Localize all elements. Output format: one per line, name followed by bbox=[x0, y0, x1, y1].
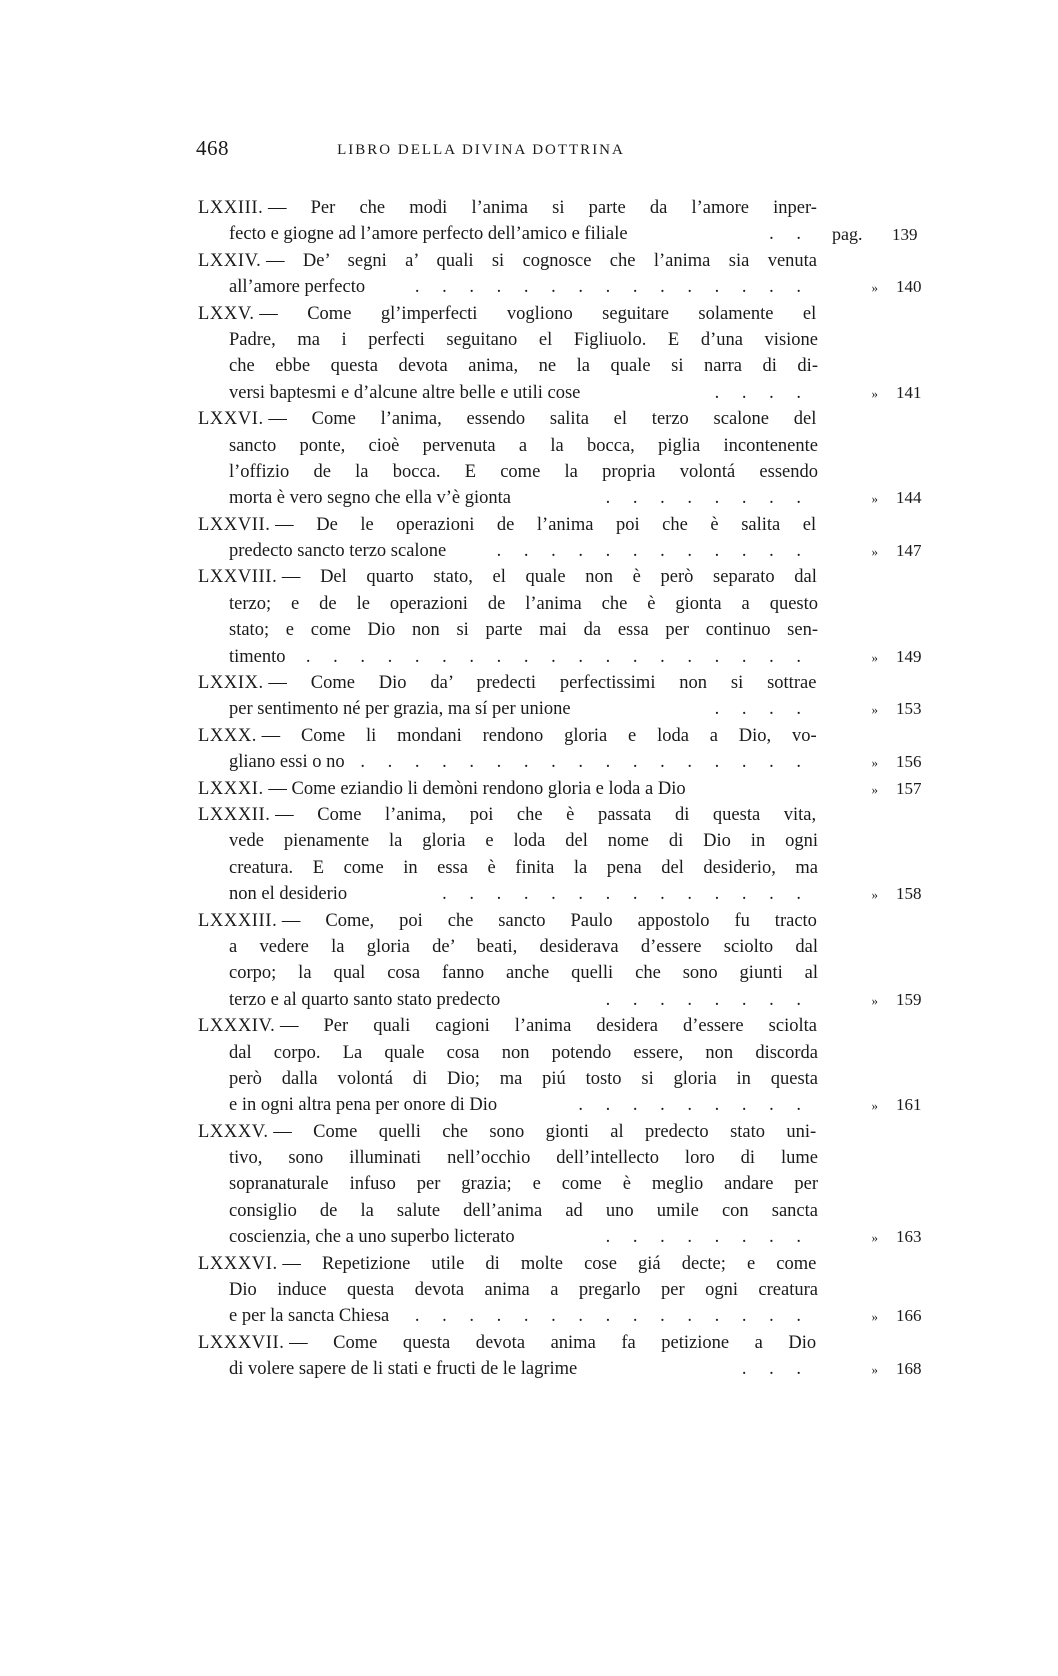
page-mark: pag. bbox=[832, 224, 863, 245]
page-reference bbox=[838, 644, 928, 671]
chapter-title-text: dal corpo. La quale cosa non potendo essere, non discorda bbox=[229, 1042, 818, 1063]
toc-entry bbox=[198, 301, 928, 407]
chapter-title-text: — Come l’anima, poi che è passata di questa vita, bbox=[275, 804, 817, 825]
toc-entry-line bbox=[198, 1277, 928, 1303]
chapter-title-text: — Per che modi l’anima si parte da l’amore inper- bbox=[267, 198, 817, 218]
toc-entry-line bbox=[198, 1251, 928, 1277]
leader-dots: . . . . . . . . . . . . . . . bbox=[414, 1306, 810, 1327]
toc-entry-line bbox=[198, 380, 928, 406]
chapter-title-text: gliano essi o no bbox=[229, 752, 345, 773]
toc-entry-line bbox=[198, 644, 928, 670]
leader-dots: . . . . . . . . . bbox=[578, 1095, 810, 1116]
chapter-numeral: LXXXV. bbox=[198, 1121, 269, 1142]
chapter-numeral: LXXXIII. bbox=[198, 910, 278, 931]
page-reference bbox=[838, 1303, 928, 1330]
toc-entry-line bbox=[198, 248, 928, 274]
chapter-title-text: stato; e come Dio non si parte mai da essa per continuo sen- bbox=[229, 620, 818, 641]
leader-dots: . . . . . . . . bbox=[605, 989, 810, 1010]
page-mark: » bbox=[871, 1362, 878, 1378]
toc-entry-line bbox=[198, 1171, 928, 1197]
leader-dots: . . . . bbox=[714, 699, 810, 720]
chapter-title-text: timento bbox=[229, 646, 286, 667]
chapter-title-text: sopranaturale infuso per grazia; e come è meglio andare per bbox=[229, 1174, 818, 1195]
chapter-title-text: — De le operazioni de l’anima poi che è salita el bbox=[275, 514, 817, 535]
page-mark: » bbox=[871, 1230, 878, 1246]
chapter-numeral: LXXIII. bbox=[198, 198, 264, 218]
chapter-numeral: LXXV. bbox=[198, 303, 255, 324]
toc-entry bbox=[198, 1119, 928, 1251]
chapter-title-text: non el desiderio bbox=[229, 884, 348, 905]
toc-entry-line bbox=[198, 353, 928, 379]
page-reference bbox=[838, 987, 928, 1014]
chapter-title-text: consiglio de la salute dell’anima ad uno umile con sancta bbox=[229, 1200, 818, 1221]
chapter-title-text: per sentimento né per grazia, ma sí per unione bbox=[229, 699, 571, 720]
leader-dots: . . . . bbox=[714, 382, 810, 403]
chapter-title-text: però dalla volontá di Dio; ma piú tosto si gloria in questa bbox=[229, 1068, 818, 1089]
toc-entry-line bbox=[198, 723, 928, 749]
chapter-title-text: a vedere la gloria de’ beati, desiderava d’essere sciolto dal bbox=[229, 936, 818, 957]
page-reference bbox=[838, 274, 928, 301]
toc-entry-line bbox=[198, 538, 928, 564]
toc-entry-line bbox=[198, 881, 928, 907]
toc-entry bbox=[198, 1330, 928, 1383]
page-reference bbox=[838, 1356, 928, 1383]
chapter-title-text: sancto ponte, cioè pervenuta a la bocca, piglia incontenente bbox=[229, 435, 818, 456]
chapter-title-text: tivo, sono illuminati nell’occhio dell’intellecto loro di lume bbox=[229, 1148, 818, 1169]
toc-entry-line bbox=[198, 301, 928, 327]
toc-entry-line bbox=[198, 1356, 928, 1382]
toc-entry-line bbox=[198, 828, 928, 854]
page-reference bbox=[832, 221, 928, 248]
toc-entry bbox=[198, 776, 928, 802]
leader-dots: . . . . . . . . . . . . . . bbox=[442, 884, 810, 905]
page-number-ref: 144 bbox=[896, 488, 922, 508]
page-number-ref: 149 bbox=[896, 646, 922, 666]
toc-entry bbox=[198, 406, 928, 512]
chapter-title-text: — Come questa devota anima fa petizione a Dio bbox=[289, 1332, 817, 1353]
toc-entry-line bbox=[198, 327, 928, 353]
toc-entry bbox=[198, 512, 928, 565]
leader-dots: . . . . . . . . bbox=[605, 1227, 810, 1248]
chapter-title-text: — Come l’anima, essendo salita el terzo scalone del bbox=[268, 409, 817, 430]
page-number-ref: 147 bbox=[896, 541, 922, 561]
chapter-title-text: — Come Dio da’ predecti perfectissimi non si sottrae bbox=[268, 673, 817, 694]
chapter-numeral: LXXX. bbox=[198, 725, 258, 746]
page-mark: » bbox=[871, 280, 878, 296]
chapter-title-text: vede pienamente la gloria e loda del nome di Dio in ogni bbox=[229, 831, 818, 852]
chapter-title-text: — Come quelli che sono gionti al predecto stato uni- bbox=[273, 1121, 817, 1142]
chapter-title-text: corpo; la qual cosa fanno anche quelli che sono giunti al bbox=[229, 963, 818, 984]
toc-entry-line bbox=[198, 617, 928, 643]
toc-entry bbox=[198, 908, 928, 1014]
chapter-numeral: LXXXVII. bbox=[198, 1332, 285, 1353]
toc-entry-line bbox=[198, 960, 928, 986]
chapter-title-text: terzo e al quarto santo stato predecto bbox=[229, 989, 501, 1010]
toc-entry-line bbox=[198, 1224, 928, 1250]
toc-entry-line bbox=[198, 1198, 928, 1224]
page-reference bbox=[838, 1224, 928, 1251]
chapter-title-text: che ebbe questa devota anima, ne la quale si narra di di- bbox=[229, 356, 818, 377]
page-number-ref: 156 bbox=[896, 752, 922, 772]
toc-entry bbox=[198, 564, 928, 670]
toc-entry-line bbox=[198, 1092, 928, 1118]
page-reference bbox=[838, 485, 928, 512]
leader-dots: . . . . . . . . . . . . bbox=[496, 541, 810, 562]
chapter-numeral: LXXVI. bbox=[198, 409, 264, 430]
toc-entry-line bbox=[198, 749, 928, 775]
page-reference bbox=[838, 538, 928, 565]
page-header bbox=[196, 136, 736, 172]
page-number-ref: 153 bbox=[896, 699, 922, 719]
toc-entry-line bbox=[198, 274, 928, 300]
toc-entry-line bbox=[198, 696, 928, 722]
chapter-title-text: all’amore perfecto bbox=[229, 277, 366, 298]
toc-entry bbox=[198, 195, 928, 248]
page-mark: » bbox=[871, 992, 878, 1008]
table-of-contents bbox=[198, 195, 928, 1383]
toc-entry-line bbox=[198, 855, 928, 881]
chapter-title-text: — Come eziandio li demòni rendono gloria e loda a Dio bbox=[268, 778, 686, 799]
chapter-numeral: LXXIX. bbox=[198, 673, 264, 694]
chapter-title-text: — Come gl’imperfecti vogliono seguitare solamente el bbox=[259, 303, 817, 324]
page-reference bbox=[838, 380, 928, 407]
page-number-ref: 139 bbox=[892, 225, 918, 245]
page-reference bbox=[838, 749, 928, 776]
page-reference bbox=[838, 696, 928, 723]
page-mark: » bbox=[871, 491, 878, 507]
toc-entry bbox=[198, 248, 928, 301]
leader-dots: . . . . . . . . . . . . . . . . . bbox=[360, 752, 810, 773]
chapter-title-text: — De’ segni a’ quali si cognosce che l’anima sia venuta bbox=[266, 250, 818, 271]
chapter-title-text: di volere sapere de li stati e fructi de le lagrime bbox=[229, 1359, 578, 1380]
chapter-title-text: Dio induce questa devota anima a pregarlo per ogni creatura bbox=[229, 1280, 818, 1301]
chapter-numeral: LXXXVI. bbox=[198, 1253, 278, 1274]
toc-entry-line bbox=[198, 459, 928, 485]
page-number-ref: 158 bbox=[896, 884, 922, 904]
page-mark: » bbox=[871, 755, 878, 771]
toc-entry-line bbox=[198, 406, 928, 432]
toc-entry bbox=[198, 802, 928, 908]
chapter-title-text: — Come, poi che sancto Paulo appostolo fu tracto bbox=[281, 910, 817, 931]
toc-entry-line bbox=[198, 1145, 928, 1171]
page-mark: » bbox=[871, 544, 878, 560]
chapter-title-text: — Come li mondani rendono gloria e loda a Dio, vo- bbox=[261, 725, 817, 746]
chapter-title-text: Padre, ma i perfecti seguitano el Figliuolo. E d’una visione bbox=[229, 329, 818, 350]
toc-entry-line bbox=[198, 776, 928, 802]
chapter-title-text: fecto e giogne ad l’amore perfecto dell’amico e filiale bbox=[229, 224, 628, 245]
page-number: 468 bbox=[196, 136, 229, 160]
page-reference bbox=[838, 881, 928, 908]
toc-entry-line bbox=[198, 1303, 928, 1329]
page-number-ref: 140 bbox=[896, 277, 922, 297]
leader-dots: . . . . . . . . . . . . . . . . . . . bbox=[305, 646, 810, 667]
toc-entry-line bbox=[198, 195, 928, 221]
running-title: LIBRO DELLA DIVINA DOTTRINA bbox=[337, 142, 625, 158]
leader-dots: . . . . . . . . . . . . . . . bbox=[414, 277, 810, 298]
chapter-numeral: LXXVII. bbox=[198, 514, 271, 535]
chapter-title-text: — Per quali cagioni l’anima desidera d’essere sciolta bbox=[279, 1016, 817, 1037]
page-reference bbox=[838, 776, 928, 803]
toc-entry-line bbox=[198, 908, 928, 934]
chapter-title-text: terzo; e de le operazioni de l’anima che è gionta a questo bbox=[229, 593, 818, 614]
chapter-title-text: coscienzia, che a uno superbo licterato bbox=[229, 1227, 515, 1248]
page-mark: » bbox=[871, 385, 878, 401]
leader-dots: . . . . . . . . bbox=[605, 488, 810, 509]
toc-entry-line bbox=[198, 591, 928, 617]
toc-entry bbox=[198, 1013, 928, 1119]
chapter-title-text: e per la sancta Chiesa bbox=[229, 1306, 390, 1327]
toc-entry-line bbox=[198, 1040, 928, 1066]
toc-entry-line bbox=[198, 802, 928, 828]
toc-entry-line bbox=[198, 485, 928, 511]
chapter-title-text: — Repetizione utile di molte cose giá decte; e come bbox=[282, 1253, 817, 1274]
chapter-title-text: morta è vero segno che ella v’è gionta bbox=[229, 488, 512, 509]
leader-dots: . . . bbox=[741, 1359, 810, 1380]
leader-dots: . . bbox=[769, 224, 810, 245]
page-number-ref: 161 bbox=[896, 1095, 922, 1115]
toc-entry-line bbox=[198, 987, 928, 1013]
page-reference bbox=[838, 1092, 928, 1119]
page-mark: » bbox=[871, 649, 878, 665]
chapter-numeral: LXXXIV. bbox=[198, 1016, 276, 1037]
chapter-title-text: e in ogni altra pena per onore di Dio bbox=[229, 1095, 498, 1116]
page-number-ref: 166 bbox=[896, 1306, 922, 1326]
page-number-ref: 163 bbox=[896, 1227, 922, 1247]
chapter-title-text: l’offizio de la bocca. E come la propria volontá essendo bbox=[229, 461, 818, 482]
toc-entry-line bbox=[198, 670, 928, 696]
chapter-title-text: versi baptesmi e d’alcune altre belle e utili cose bbox=[229, 382, 581, 403]
toc-entry bbox=[198, 1251, 928, 1330]
toc-entry-line bbox=[198, 1066, 928, 1092]
toc-entry-line bbox=[198, 221, 928, 247]
toc-entry-line bbox=[198, 564, 928, 590]
page-number-ref: 159 bbox=[896, 989, 922, 1009]
toc-entry-line bbox=[198, 934, 928, 960]
toc-entry bbox=[198, 670, 928, 723]
chapter-numeral: LXXIV. bbox=[198, 250, 262, 271]
chapter-title-text: creatura. E come in essa è finita la pena del desiderio, ma bbox=[229, 857, 818, 878]
chapter-numeral: LXXXI. bbox=[198, 778, 264, 799]
page-number-ref: 157 bbox=[896, 778, 922, 798]
page-mark: » bbox=[871, 781, 878, 797]
toc-entry-line bbox=[198, 1330, 928, 1356]
page-mark: » bbox=[871, 887, 878, 903]
page-number-ref: 141 bbox=[896, 382, 922, 402]
chapter-title-text: predecto sancto terzo scalone bbox=[229, 541, 447, 562]
chapter-title-text: — Del quarto stato, el quale non è però separato dal bbox=[281, 567, 817, 588]
page-mark: » bbox=[871, 1309, 878, 1325]
toc-entry-line bbox=[198, 1013, 928, 1039]
chapter-numeral: LXXXII. bbox=[198, 804, 271, 825]
toc-entry-line bbox=[198, 512, 928, 538]
toc-entry-line bbox=[198, 1119, 928, 1145]
toc-entry bbox=[198, 723, 928, 776]
page-mark: » bbox=[871, 702, 878, 718]
page-mark: » bbox=[871, 1098, 878, 1114]
page-number-ref: 168 bbox=[896, 1359, 922, 1379]
toc-entry-line bbox=[198, 433, 928, 459]
chapter-numeral: LXXVIII. bbox=[198, 567, 278, 588]
